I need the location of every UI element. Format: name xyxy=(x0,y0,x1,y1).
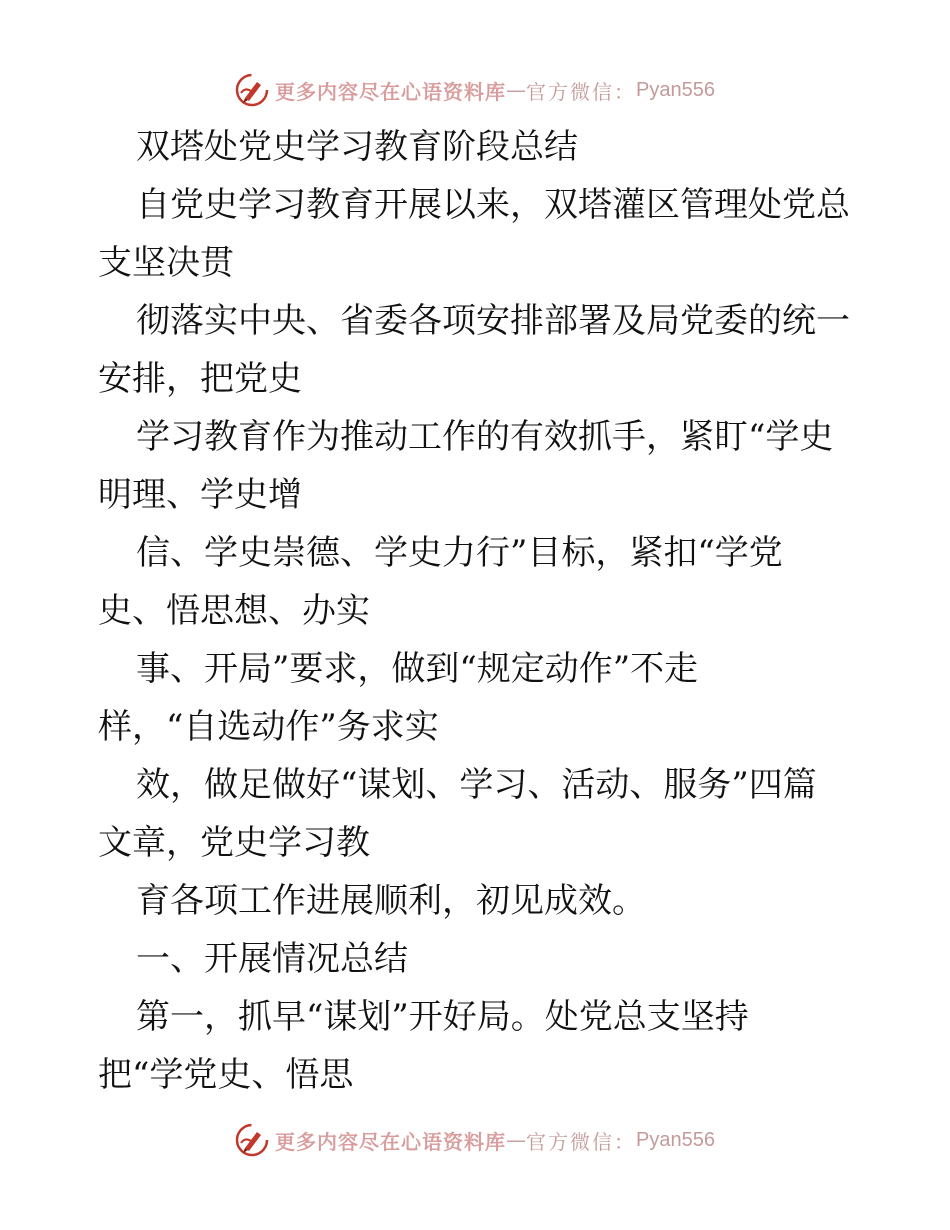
watermark-official-label: 官方微信： xyxy=(526,1129,636,1154)
section-heading: 一、开展情况总结 xyxy=(136,939,408,979)
watermark-text: 更多内容尽在心语资料库 xyxy=(275,79,506,104)
text-line: 育各项工作进展顺利，初见成效。 xyxy=(136,881,646,921)
text-line: 事、开局”要求，做到“规定动作”不走 xyxy=(136,649,699,689)
text-line: 安排，把党史 xyxy=(98,359,302,399)
text-line: 把“学党史、悟思 xyxy=(98,1055,354,1095)
pen-logo-icon xyxy=(235,1123,269,1157)
watermark-text: 更多内容尽在心语资料库 xyxy=(275,1129,506,1154)
text-line: 文章，党史学习教 xyxy=(98,823,370,863)
watermark-official-label: 官方微信： xyxy=(526,79,636,104)
header-watermark xyxy=(235,72,715,108)
text-line: 史、悟思想、办实 xyxy=(98,591,370,631)
watermark-dash: — xyxy=(506,1128,526,1152)
watermark-wechat-id: Pyan556 xyxy=(636,78,715,101)
watermark-dash: — xyxy=(506,78,526,102)
watermark-wechat-id: Pyan556 xyxy=(636,1128,715,1151)
text-line: 支坚决贯 xyxy=(98,243,234,283)
text-line: 第一，抓早“谋划”开好局。处党总支坚持 xyxy=(136,997,749,1037)
text-line: 明理、学史增 xyxy=(98,475,302,515)
pen-logo-icon xyxy=(235,73,269,107)
text-line: 学习教育作为推动工作的有效抓手，紧盯“学史 xyxy=(136,417,834,457)
text-line: 自党史学习教育开展以来，双塔灌区管理处党总 xyxy=(136,185,850,225)
document-title: 双塔处党史学习教育阶段总结 xyxy=(136,127,578,167)
text-line: 样，“自选动作”务求实 xyxy=(98,707,439,747)
document-body xyxy=(98,118,898,1104)
text-line: 彻落实中央、省委各项安排部署及局党委的统一 xyxy=(136,301,850,341)
text-line: 信、学史崇德、学史力行”目标，紧扣“学党 xyxy=(136,533,783,573)
text-line: 效，做足做好“谋划、学习、活动、服务”四篇 xyxy=(136,765,817,805)
footer-watermark xyxy=(235,1122,715,1158)
